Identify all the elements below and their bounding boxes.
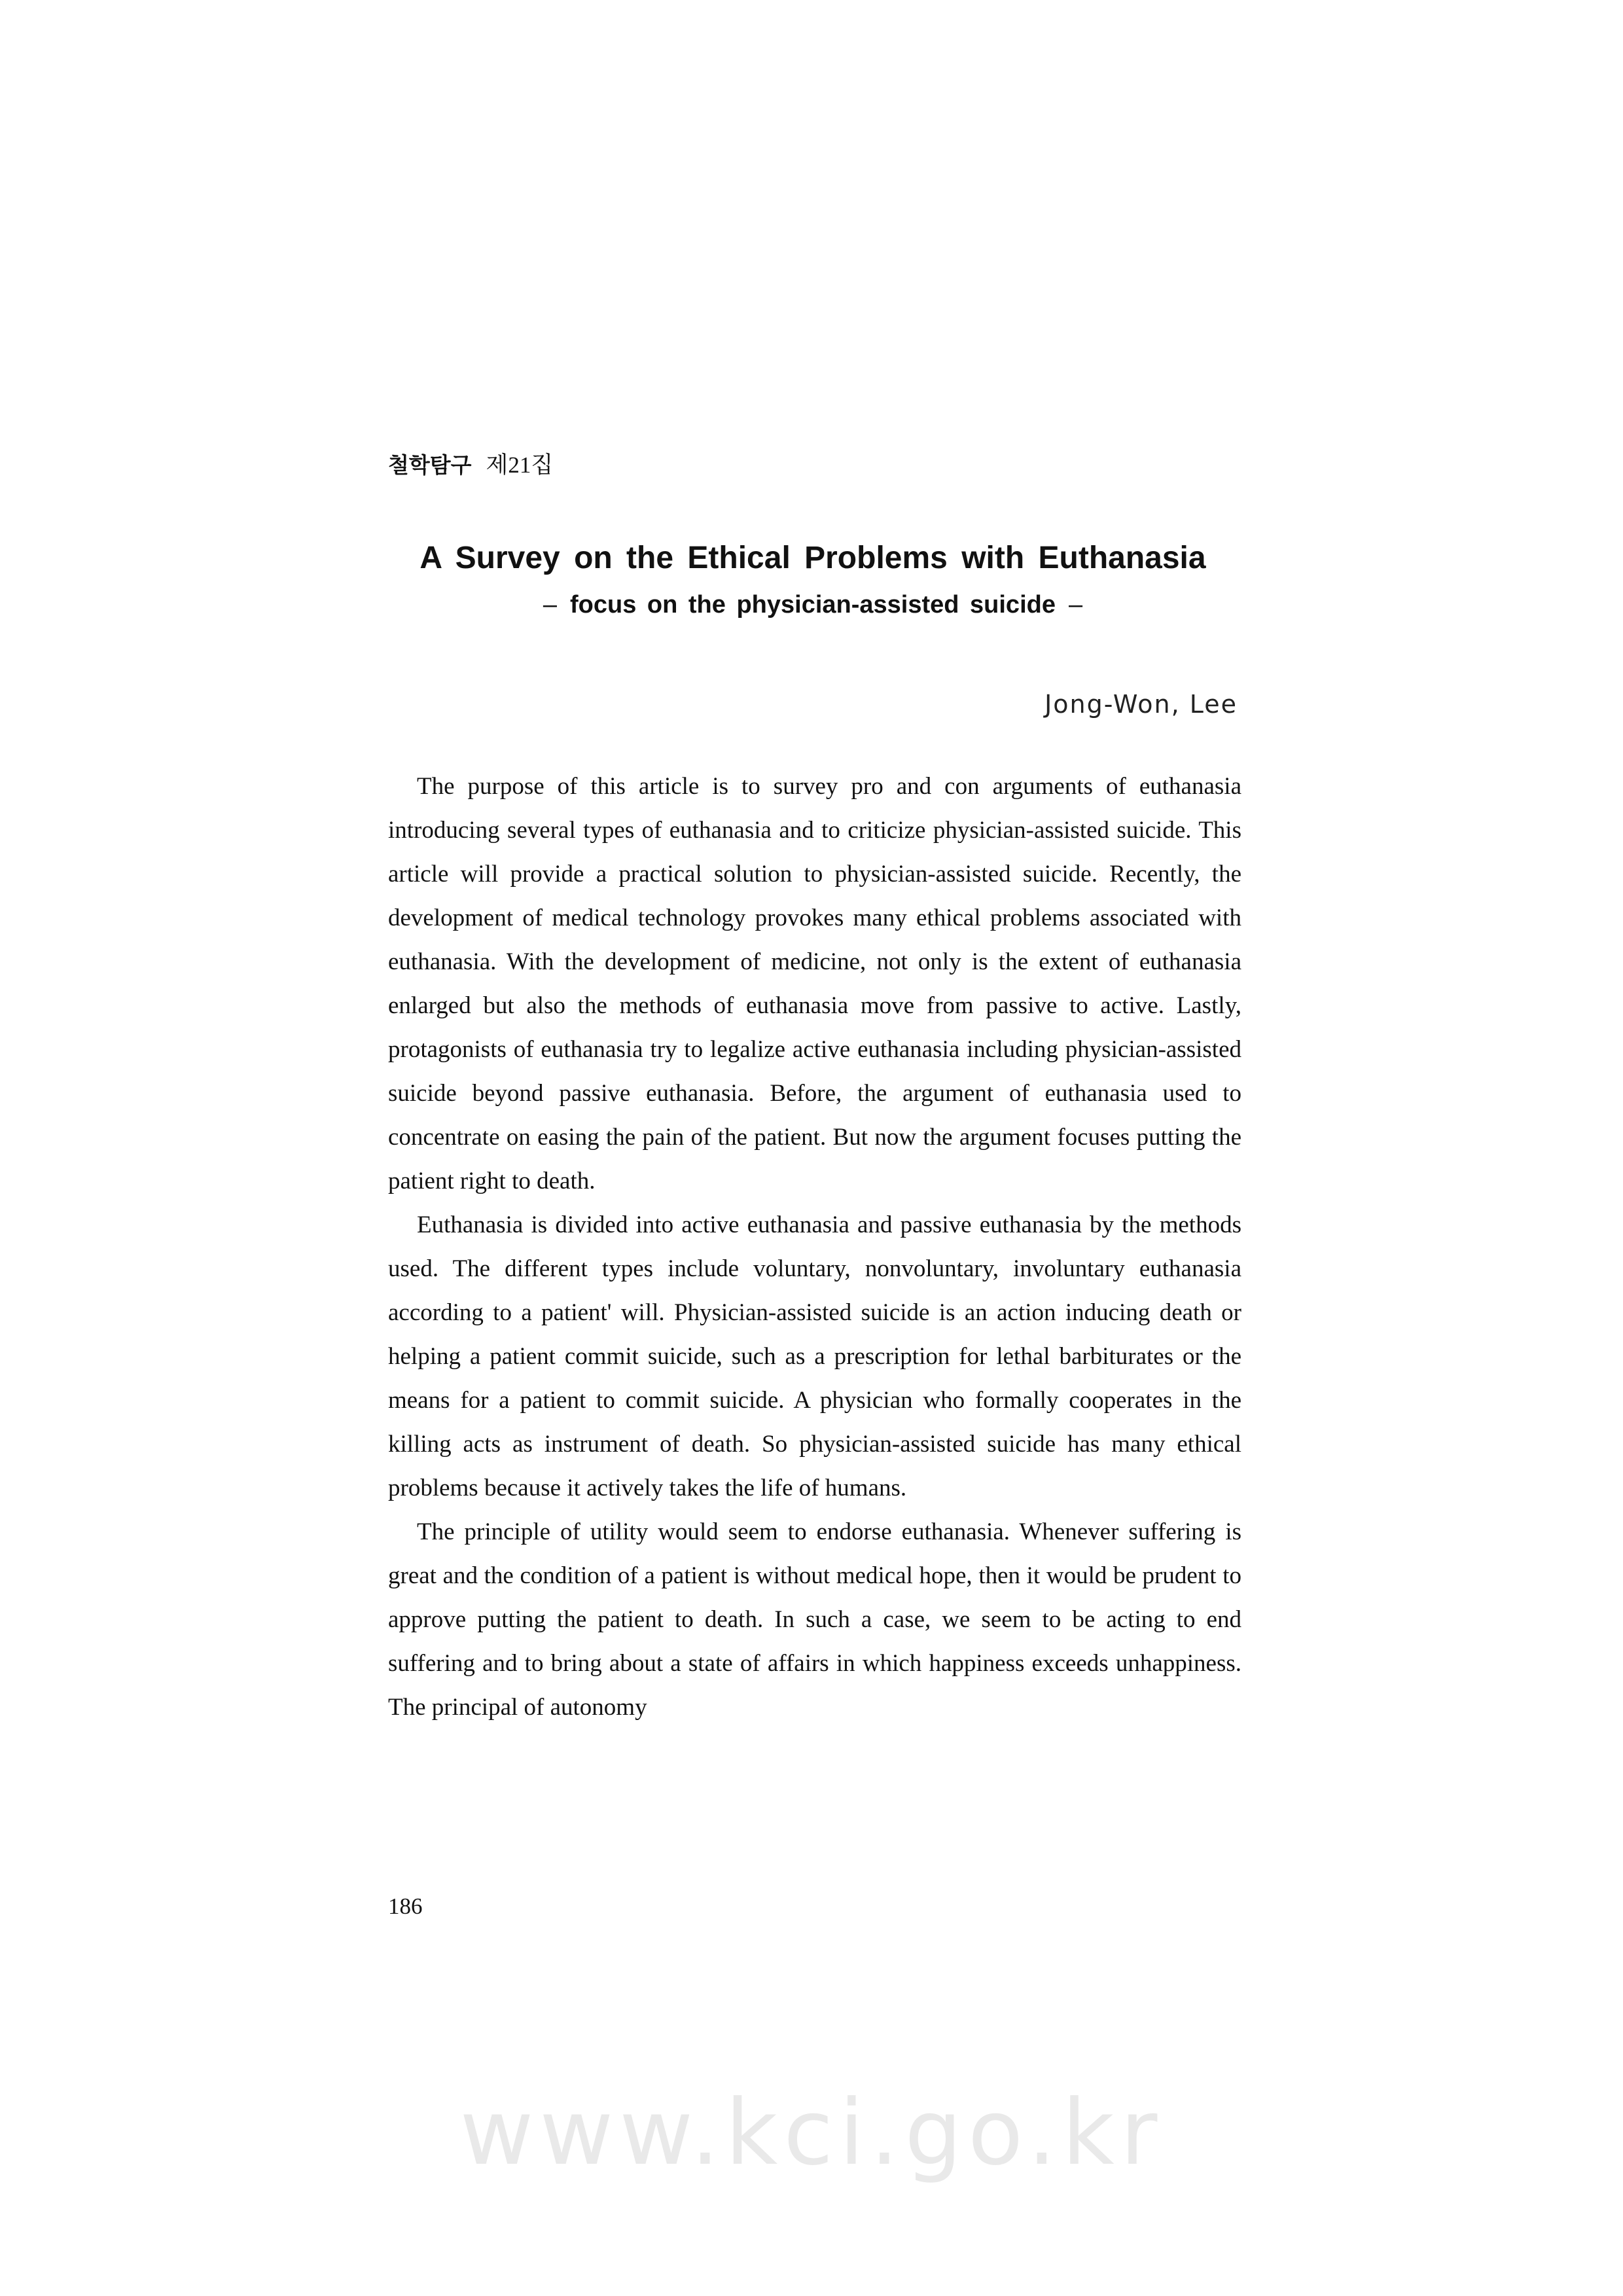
author-name: Jong-Won, Lee (1044, 690, 1238, 719)
journal-name: 철학탐구 (388, 452, 472, 478)
abstract-paragraph: The purpose of this article is to survey pro and con arguments of euthanasia introducing several types of euthanasia and to criticize physician-assisted suicide. This article will provide a practical solution to physician-assisted suicide. Recently, the development of medical technology provokes many ethical problems associated with euthanasia. With the development of medicine, not only is the extent of euthanasia enlarged but also the methods of euthanasia move from passive to active. Lastly, protagonists of euthanasia try to legalize active euthanasia including physician-assisted suicide beyond passive euthanasia. Before, the argument of euthanasia used to concentrate on easing the pain of the patient. But now the argument focuses putting the patient right to death. (388, 773, 1241, 1194)
journal-header (388, 447, 553, 480)
abstract-body (388, 764, 1241, 1729)
watermark: www.kci.go.kr (459, 2080, 1164, 2185)
subtitle-dash-right: – (1068, 591, 1083, 619)
article-title: A Survey on the Ethical Problems with Euthanasia (419, 541, 1206, 575)
page-number: 186 (388, 1893, 423, 1919)
article-subtitle (388, 591, 1238, 619)
subtitle-text: focus on the physician-assisted suicide (570, 591, 1056, 619)
journal-volume: 제21집 (486, 452, 554, 478)
subtitle-dash-left: – (543, 591, 557, 619)
abstract-paragraph: Euthanasia is divided into active euthanasia and passive euthanasia by the methods used. The different types include voluntary, nonvoluntary, involuntary euthanasia according to a patient' will. Physician-assisted suicide is an action inducing death or helping a patient commit suicide, such as a prescription for lethal barbiturates or the means for a patient to commit suicide. A physician who formally cooperates in the killing acts as instrument of death. So physician-assisted suicide has many ethical problems because it actively takes the life of humans. (388, 1211, 1241, 1501)
abstract-paragraph: The principle of utility would seem to endorse euthanasia. Whenever suffering is great and the condition of a patient is without medical hope, then it would be prudent to approve putting the patient to death. In such a case, we seem to be acting to end suffering and to bring about a state of affairs in which happiness exceeds unhappiness. The principal of autonomy (388, 1518, 1241, 1721)
